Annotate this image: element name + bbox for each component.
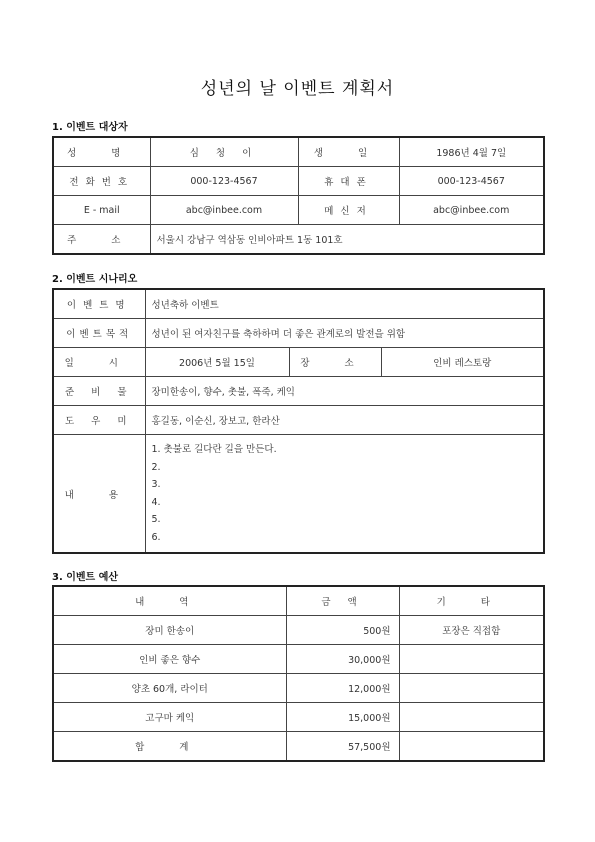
table-row [53, 289, 544, 319]
email-value: abc@inbee.com [150, 196, 298, 225]
total-note [399, 732, 544, 762]
total-amount: 57,500원 [286, 732, 399, 762]
table-row [53, 435, 544, 554]
name-value: 심 청 이 [150, 137, 298, 167]
table-row [53, 586, 544, 616]
header-note: 기 타 [399, 586, 544, 616]
budget-item: 양초 60개, 라이터 [53, 674, 286, 703]
address-label: 주 소 [53, 225, 150, 255]
date-value: 2006년 5월 15일 [145, 348, 289, 377]
table-row [53, 406, 544, 435]
table-row [53, 616, 544, 645]
section-title-target: 1. 이벤트 대상자 [52, 122, 128, 133]
budget-item: 장미 한송이 [53, 616, 286, 645]
table-row [53, 732, 544, 762]
address-value: 서울시 강남구 역삼동 인비아파트 1동 101호 [150, 225, 544, 255]
table-row [53, 377, 544, 406]
prep-label: 준 비 물 [53, 377, 145, 406]
section-title-budget: 3. 이벤트 예산 [52, 572, 119, 583]
budget-table [52, 585, 545, 762]
place-value: 인비 레스토랑 [381, 348, 544, 377]
name-label: 성 명 [53, 137, 150, 167]
list-item: 4. [151, 496, 161, 508]
table-row [53, 319, 544, 348]
table-row [53, 703, 544, 732]
phone-value: 000-123-4567 [150, 167, 298, 196]
table-row [53, 645, 544, 674]
list-item: 3. [151, 479, 161, 490]
budget-amount: 500원 [286, 616, 399, 645]
mobile-value: 000-123-4567 [399, 167, 544, 196]
list-item: 5. [151, 514, 161, 525]
budget-note [399, 645, 544, 674]
budget-note: 포장은 직접함 [399, 616, 544, 645]
budget-item: 고구마 케익 [53, 703, 286, 732]
list-item: 6. [151, 531, 161, 543]
list-item: 2. [151, 461, 161, 473]
event-name-value: 성년축하 이벤트 [145, 289, 544, 319]
mobile-label: 휴대폰 [298, 167, 399, 196]
helpers-value: 홍길동, 이순신, 장보고, 한라산 [145, 406, 544, 435]
budget-amount: 30,000원 [286, 645, 399, 674]
section-title-scenario: 2. 이벤트 시나리오 [52, 274, 138, 285]
messenger-value: abc@inbee.com [399, 196, 544, 225]
header-amount: 금 액 [286, 586, 399, 616]
table-row [53, 137, 544, 167]
email-label: E - mail [53, 196, 150, 225]
table-row [53, 674, 544, 703]
table-row [53, 167, 544, 196]
target-table [52, 136, 545, 255]
budget-item: 인비 좋은 향수 [53, 645, 286, 674]
total-label: 합 계 [53, 732, 286, 762]
birthday-value: 1986년 4월 7일 [399, 137, 544, 167]
budget-amount: 12,000원 [286, 674, 399, 703]
table-row [53, 196, 544, 225]
prep-value: 장미한송이, 향수, 촛불, 폭죽, 케익 [145, 377, 544, 406]
helpers-label: 도 우 미 [53, 406, 145, 435]
purpose-value: 성년이 된 여자친구를 축하하며 더 좋은 관계로의 발전을 위함 [145, 319, 544, 348]
place-label: 장 소 [289, 348, 381, 377]
content-list [145, 435, 544, 554]
date-label: 일 시 [53, 348, 145, 377]
header-item: 내 역 [53, 586, 286, 616]
list-item: 1. 촛불로 길다란 길을 만든다. [151, 444, 277, 455]
purpose-label: 이벤트목적 [53, 319, 145, 348]
budget-amount: 15,000원 [286, 703, 399, 732]
event-name-label: 이벤트명 [53, 289, 145, 319]
birthday-label: 생 일 [298, 137, 399, 167]
scenario-table [52, 288, 545, 554]
content-label: 내 용 [53, 435, 145, 554]
budget-note [399, 703, 544, 732]
table-row [53, 348, 544, 377]
table-row [53, 225, 544, 255]
page-title: 성년의 날 이벤트 계획서 [200, 79, 395, 99]
budget-note [399, 674, 544, 703]
messenger-label: 메신저 [298, 196, 399, 225]
phone-label: 전화번호 [53, 167, 150, 196]
